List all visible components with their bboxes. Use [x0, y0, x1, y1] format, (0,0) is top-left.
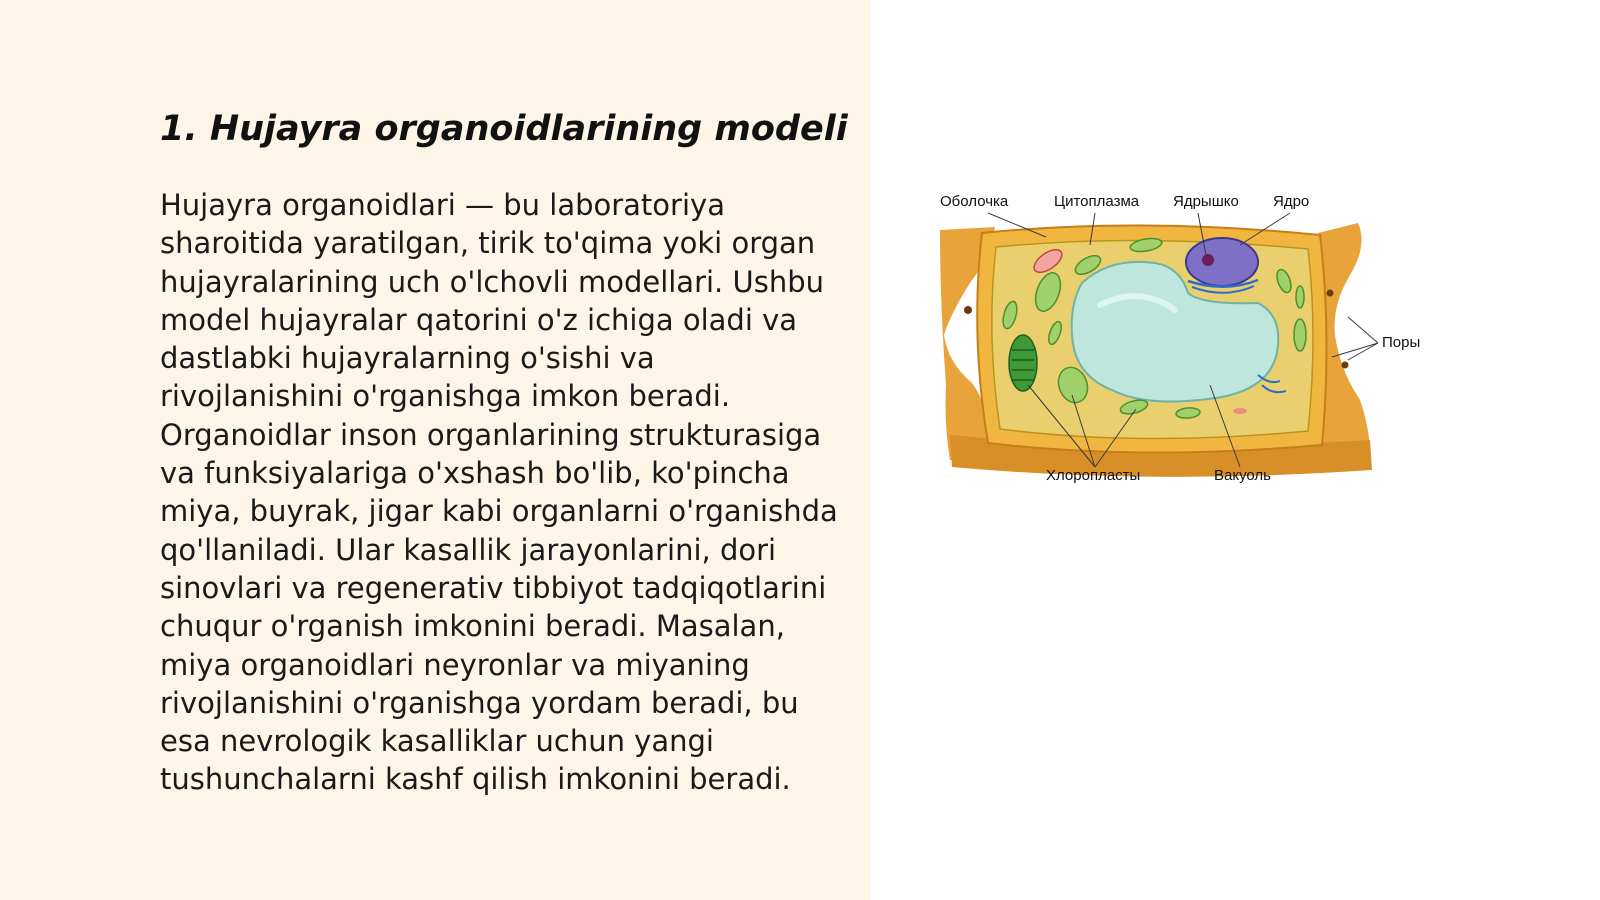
- label-chloroplasts: Хлоропласты: [1046, 467, 1141, 484]
- nucleus-shape: [1186, 238, 1258, 286]
- plant-cell-diagram: [940, 185, 1460, 505]
- chloroplast-large: [1009, 335, 1037, 391]
- slide-body-text: Hujayra organoidlari — bu laboratoriya sharoitida yaratilgan, tirik to'qima yoki organ hujayralarining uch o'lchovli modellari. Ushbu model hujayralar qatorini o'z ichiga oladi va dastlabki hujayralarning o'sishi va rivojlanishini o'rganishga imkon beradi. Organoidlar inson organlarining strukturasiga va funksiyalariga o'xshash bo'lib, ko'pincha miya, buyrak, jigar kabi organlarni o'rganishda qo'llaniladi. Ular kasallik jarayonlarini, dori sinovlari va regenerativ tibbiyot tadqiqotlarini chuqur o'rganish imkonini beradi. Masalan, miya organoidlari neyronlar va miyaning rivojlanishini o'rganishga yordam beradi, bu esa nevrologik kasalliklar uchun yangi tushunchalarni kashf qilish imkonini beradi.: [160, 188, 838, 797]
- label-membrane: Оболочка: [940, 193, 1009, 210]
- label-pores: Поры: [1382, 334, 1421, 351]
- label-cytoplasm: Цитоплазма: [1054, 193, 1140, 210]
- label-nucleolus: Ядрышко: [1173, 193, 1239, 210]
- main-cell: [977, 225, 1326, 452]
- label-vacuole: Вакуоль: [1214, 467, 1271, 484]
- nucleolus-shape: [1202, 254, 1214, 266]
- label-nucleus: Ядро: [1273, 193, 1310, 210]
- slide-title: 1. Hujayra organoidlarining modeli: [160, 109, 848, 149]
